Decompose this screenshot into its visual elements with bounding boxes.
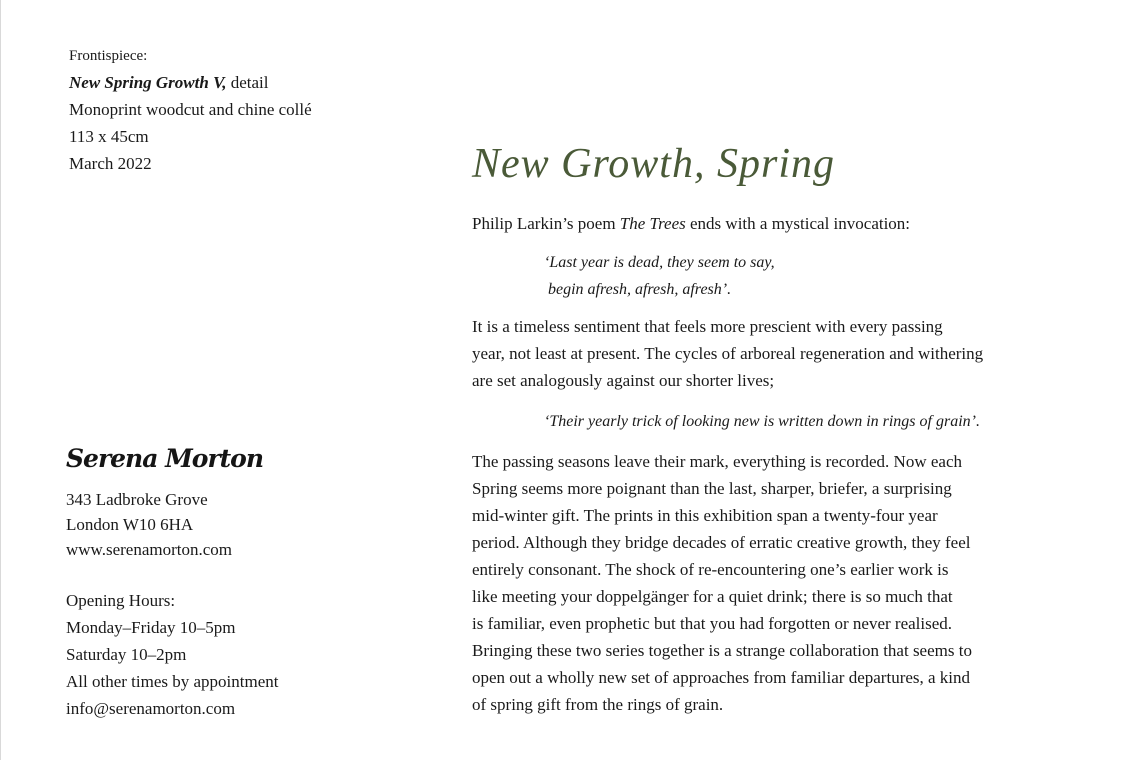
article-paragraph-2: The passing seasons leave their mark, everything is recorded. Now each Spring seems more poignant than the last, sharper, briefer, a surprising mid-winter gift. The prints in this exhibition span a twenty-four year period. Although they bridge decades of erratic creative growth, they feel entirely consonant. The shock of re-encountering one’s earlier work is like meeting your doppelgänger for a quiet drink; there is so much that is familiar, even prophetic but that you had forgotten or never realised. Bringing these two series together is a strange collaboration that seems to open out a wholly new set of approaches from familiar departures, a kind of spring gift from the rings of grain. (472, 452, 972, 714)
address-line-2: London W10 6HA (66, 515, 194, 534)
gallery-logo: Serena Morton (66, 444, 264, 473)
spacer (66, 562, 278, 587)
article-title: New Growth, Spring (472, 141, 835, 187)
hours-other: All other times by appointment (66, 672, 279, 691)
poem-quote-2: ‘Their yearly trick of looking new is written down in rings of grain’. (544, 413, 980, 430)
opening-hours (66, 587, 278, 722)
article (472, 138, 1072, 718)
caption-medium: Monoprint woodcut and chine collé (69, 100, 312, 119)
hours-saturday: Saturday 10–2pm (66, 645, 187, 664)
caption-dimensions: 113 x 45cm (69, 127, 149, 146)
quote1-line-1: ‘Last year is dead, they seem to say, (544, 254, 775, 271)
quote1-line-2: begin afresh, afresh, afresh’. (544, 281, 732, 298)
email-link[interactable]: info@serenamorton.com (66, 699, 236, 718)
poem-quote-1 (472, 249, 1072, 303)
gallery-info (66, 444, 278, 722)
frontispiece-caption (69, 46, 312, 177)
caption-work-title-line (69, 69, 312, 96)
article-intro (472, 210, 1072, 237)
caption-label: Frontispiece: (69, 48, 148, 64)
intro-after: ends with a mystical invocation: (685, 214, 911, 233)
hours-heading: Opening Hours: (66, 591, 176, 610)
page-edge-divider (0, 0, 1, 760)
intro-before: Philip Larkin’s poem (472, 214, 620, 233)
address-line-1: 343 Ladbroke Grove (66, 490, 208, 509)
caption-work-suffix: detail (226, 73, 269, 92)
website-link[interactable]: www.serenamorton.com (66, 540, 233, 559)
article-paragraph-1: It is a timeless sentiment that feels more prescient with every passing year, not least at present. The cycles of arboreal regeneration and withering are set analogously against our shorter lives; (472, 317, 984, 390)
hours-weekday: Monday–Friday 10–5pm (66, 618, 236, 637)
caption-work-title: New Spring Growth V, (69, 73, 227, 92)
caption-date: March 2022 (69, 154, 152, 173)
intro-poem-title: The Trees (619, 214, 686, 233)
